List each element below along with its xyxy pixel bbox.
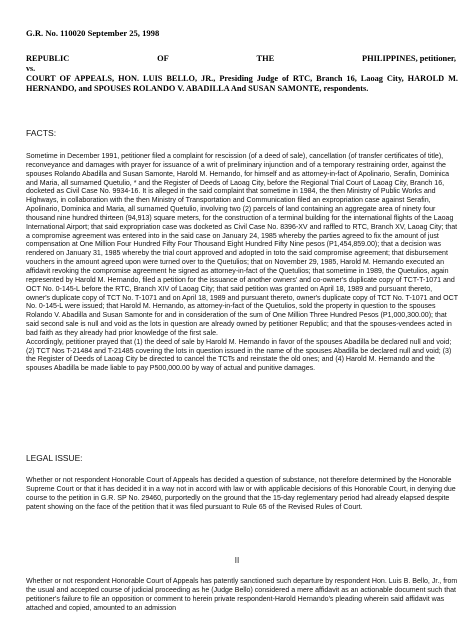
caption-word-philippines: PHILIPPINES, petitioner, (362, 54, 456, 63)
legal-issue-2: Whether or not respondent Honorable Court of Appeals has patently sanctioned such departure by respondent Hon. Luis B. Bello, Jr., from the usual and accepted course of judicial proceeding as he (Judge Bello) considered a mere affidavit as an actionable document such that petitioner's failure to file an opposition or comment to herein private respondent-Harold Hernando's pleading wherein said affidavit was attached and copied, amounted to an admission (26, 578, 458, 612)
legal-issue-1: Whether or not respondent Honorable Court of Appeals has decided a question of substance, not therefore determined by the Honorable Supreme Court or that it has decided it in a way not in accord with law or with applicable decisions of this Honorable Court, in denying due course to the petition in G.R. SP No. 29460, purportedly on the ground that the 15-day reglementary period had already elapsed despite patent showing on the face of the petition that it was filed pursuant to Rule 65 of the Revised Rules of Court. (26, 477, 456, 511)
facts-paragraph: Accordingly, petitioner prayed that (1) the deed of sale by Harold M. Hernando in favor of the spouses Abadilla be declared null and void; (2) TCT Nos T-21484 and T-21485 covering the lots in question issued in the name of the spouses Abadilla be declared null and void; (3) the Register of Deeds of Laoag City be directed to cancel the TCTs and reinstate the old ones; and (4) Harold M. Hernando and the spouses Abadilla be made liable to pay P500,000.00 by way of actual and punitive damages. (26, 338, 452, 373)
facts-heading: FACTS: (26, 128, 57, 138)
caption-word-of: OF (157, 54, 169, 63)
case-number: G.R. No. 110020 September 25, 1998 (26, 28, 160, 38)
caption-respondents: COURT OF APPEALS, HON. LUIS BELLO, JR., Presiding Judge of RTC, Branch 16, Laoag City, HAROLD M. HERNANDO, and SPOUSES ROLANDO V. ABADILLA And SUSAN SAMONTE, respondents. (26, 74, 458, 94)
caption-versus: vs. (26, 64, 36, 73)
facts-body (26, 153, 458, 374)
caption-word-republic: REPUBLIC (26, 54, 70, 63)
caption-parties-row (26, 54, 456, 63)
legal-issue-numeral: II (234, 556, 240, 565)
legal-issue-heading: LEGAL ISSUE: (26, 453, 83, 463)
facts-paragraph: Sometime in December 1991, petitioner filed a complaint for rescission (of a deed of sale), cancellation (of transfer certificates of title), reconveyance and damages with prayer for issuance of a writ of preliminary injunction and of a temporary restraining order, against the spouses Rolando Abadilla and Susan Samonte, Harold M. Hernando, for himself and as attorney-in-fact of Apolinario, Serafin, Dominica and Maria, all surnamed Quetulio, * and the Register of Deeds of Laoag City, before the Regional Trial Court of Laoag City, Branch 16, docketed as Civil Case No. 9934-16. It is alleged in the said complaint that sometime in 1984, the then Ministry of Public Works and Highways, in collaboration with the then Ministry of Transportation and Communication filed an expropriation case against Serafin, Apolinario, Dominica and Maria, all surnamed Quetulio, involving two (2) parcels of land containing an aggregate area of ninety four thousand nine hundred thirteen (94,913) square meters, for the construction of a terminal building for the international flights of the Laoag International Airport; that said expropriation case was docketed as Civil Case No. 8396-XV and raffled to RTC, Branch XV, Laoag City; that a compromise agreement was entered into in the said case on January 24, 1985 whereby the parties agreed to fix the amount of just compensation at One Million Four Hundred Fifty Four Thousand Eight Hundred Fifty Nine pesos (P1,454,859.00); that a decision was rendered on January 31, 1985 whereby the trial court approved and adopted in toto the said compromise agreement; that disbursement vouchers in the amount agreed upon were turned over to the Quetulios; that on November 29, 1985, Harold M. Hernando executed an affidavit revoking the compromise agreement he signed as attorney-in-fact of the Quetulios; that sometime in 1989, the Quetulios, again represented by Harold M. Hernando, filed a petition for the issuance of another owners' and co-owner's duplicate copy of TCT-T-1071 and OCT No. 0-145-L before the RTC, Branch XIV of Laoag City; that said petition was granted on April 18, 1989 and pursuant thereto, owner's duplicate copy of TCT No. T-1071 and on April 18, 1989 and pursuant thereto, owner's duplicate copy of TCT No. T-1071 and OCT No. 0-145-L were issued; that Harold M. Hernando, as attorney-in-fact of the Quetulios, sold the property in question to the spouses Rolando V. Abadilla and Susan Samonte for and in consideration of the sum of One Million Three Hundred Pesos (P1,000,300.00); that said second sale is null and void as the lots in question are already owned by petitioner Republic; and that the spouses-vendees acted in bad faith as they already had prior knowledge of the first sale. (26, 153, 458, 337)
caption-word-the: THE (256, 54, 275, 63)
